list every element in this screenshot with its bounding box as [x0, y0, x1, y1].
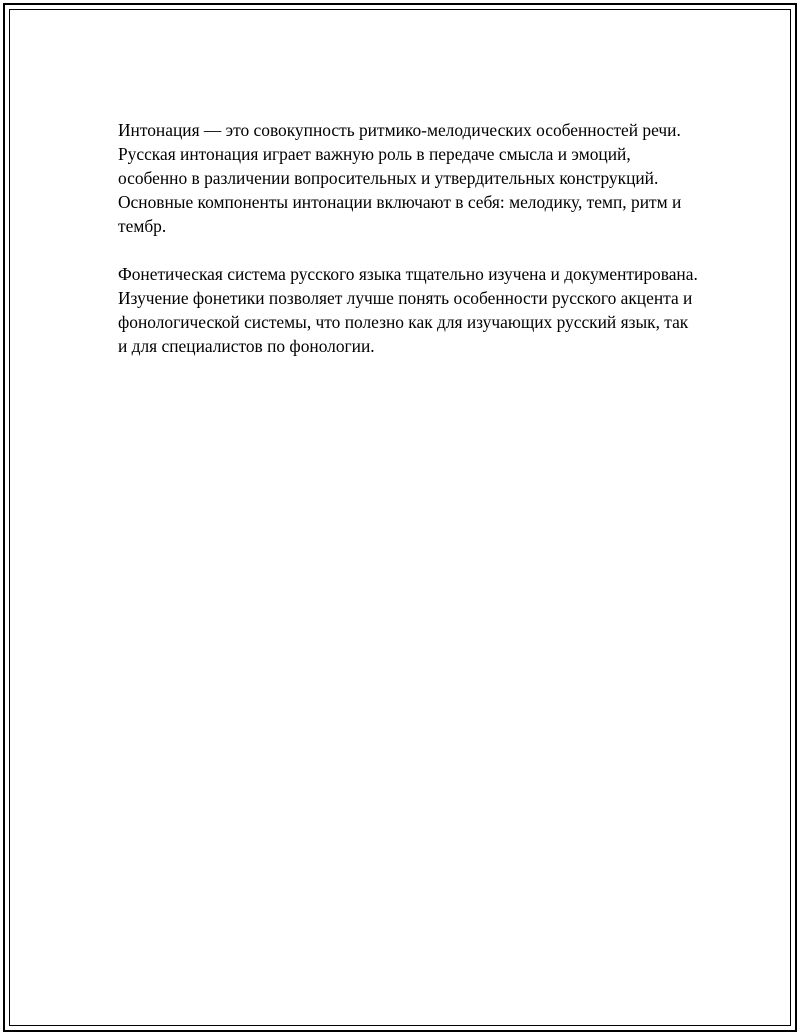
paragraph-intonation: Интонация — это совокупность ритмико-мелодических особенностей речи. Русская интонация играет важную роль в передаче смысла и эмоций, особенно в различении вопросительных и утвердительных конструкций. Основные компоненты интонации включают в себя: мелодику, темп, ритм и тембр.: [118, 120, 682, 236]
document-body: [118, 118, 698, 382]
paragraph-phonetics: Фонетическая система русского языка тщательно изучена и документирована. Изучение фонетики позволяет лучше понять особенности русского акцента и фонологической системы, что полезно как для изучающих русский язык, так и для специалистов по фонологии.: [118, 264, 698, 356]
